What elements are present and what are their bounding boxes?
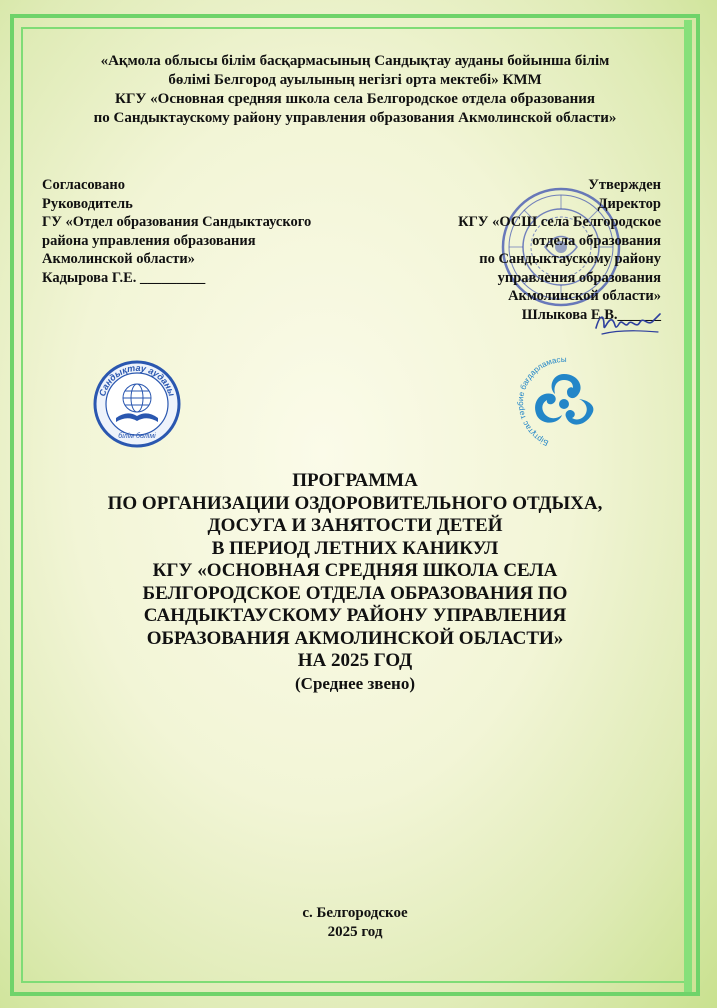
school-header [40, 52, 670, 128]
approved-block [380, 176, 661, 324]
title-line: ПО ОРГАНИЗАЦИИ ОЗДОРОВИТЕЛЬНОГО ОТДЫХА, [107, 492, 603, 514]
agreed-line: района управления образования [42, 232, 256, 249]
title-line: ОБРАЗОВАНИЯ АКМОЛИНСКОЙ ОБЛАСТИ» [146, 627, 564, 649]
header-line: бөлімі Белгород ауылының негізгі орта мектебі» КММ [168, 72, 542, 88]
logo-right-text: Біртұтас тәрбие бағдарламасы [516, 354, 567, 448]
agreed-line: ГУ «Отдел образования Сандыктауского [42, 214, 312, 230]
title-line: ПРОГРАММА [292, 470, 418, 491]
approved-line: отдела образования [532, 232, 661, 249]
program-title [40, 470, 670, 695]
title-line: САНДЫКТАУСКОМУ РАЙОНУ УПРАВЛЕНИЯ [143, 605, 567, 626]
document-footer [40, 904, 670, 942]
birtutas-tarbie-logo-icon [515, 354, 613, 450]
logo-left-text-top: Сандықтау ауданы [97, 362, 177, 398]
header-line: КГУ «Основная средняя школа села Белгородское отдела образования [114, 91, 596, 107]
agreed-line: Согласовано [42, 177, 125, 193]
title-line: ДОСУГА И ЗАНЯТОСТИ ДЕТЕЙ [207, 515, 503, 536]
approved-line: Шлыкова Е.В.______ [521, 306, 661, 323]
approved-line: Утвержден [588, 177, 661, 193]
footer-year: 2025 год [327, 924, 383, 940]
header-line: по Сандыктаускому району управления образования Акмолинской области» [93, 110, 617, 126]
district-education-logo-icon [92, 354, 182, 452]
approved-line: КГУ «ОСШ села Белгородское [458, 214, 661, 230]
frame-right-edge [684, 20, 692, 992]
agreed-line: Руководитель [42, 195, 133, 212]
title-line: В ПЕРИОД ЛЕТНИХ КАНИКУЛ [211, 537, 499, 559]
approved-line: Директор [597, 195, 661, 212]
agreed-line: Кадырова Г.Е. _________ [42, 269, 206, 286]
approved-line: по Сандыктаускому району [479, 251, 661, 267]
approved-line: управления образования [497, 269, 661, 286]
agreed-block [42, 176, 372, 287]
footer-place: с. Белгородское [302, 905, 408, 921]
title-line: КГУ «ОСНОВНАЯ СРЕДНЯЯ ШКОЛА СЕЛА [152, 560, 558, 581]
title-subtitle: (Среднее звено) [295, 673, 415, 693]
agreed-line: Акмолинской области» [42, 251, 195, 267]
header-line: «Ақмола облысы білім басқармасының Сандықтау ауданы бойынша білім [100, 53, 610, 69]
signature-icon [592, 308, 664, 340]
approved-line: Акмолинской области» [508, 288, 661, 304]
logo-left-text-bottom: білім бөлімі [118, 433, 156, 440]
title-line: НА 2025 ГОД [297, 650, 413, 671]
title-line: БЕЛГОРОДСКОЕ ОТДЕЛА ОБРАЗОВАНИЯ ПО [142, 582, 568, 604]
